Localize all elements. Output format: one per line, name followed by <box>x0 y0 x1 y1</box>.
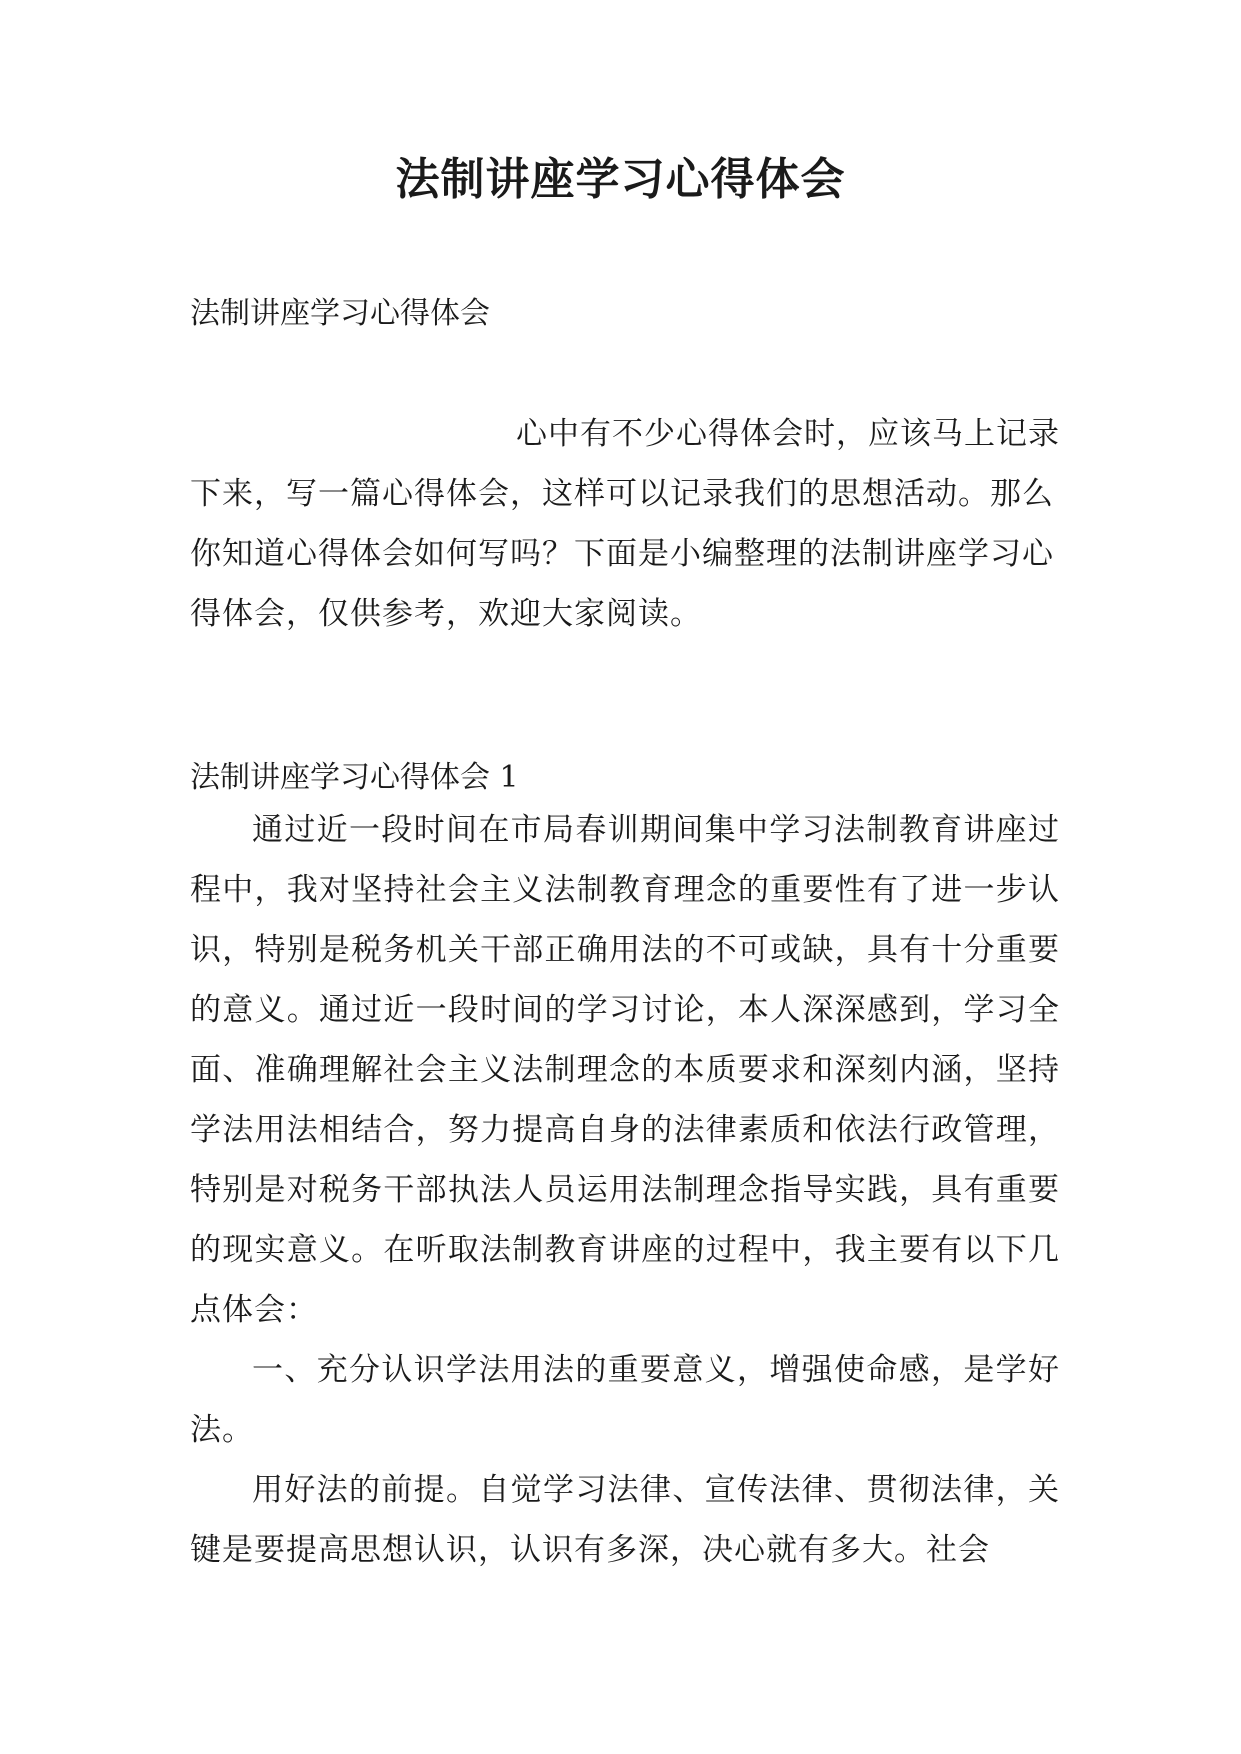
intro-text: 心中有不少心得体会时，应该马上记录下来，写一篇心得体会，这样可以记录我们的思想活动。那么你知道心得体会如何写吗？下面是小编整理的法制讲座学习心得体会，仅供参考，欢迎大家阅读。 <box>190 416 1060 632</box>
body-paragraph: 一、充分认识学法用法的重要意义，增强使命感，是学好法。 <box>190 1352 1060 1448</box>
document-title: 法制讲座学习心得体会 <box>395 154 846 205</box>
body-paragraph: 通过近一段时间在市局春训期间集中学习法制教育讲座过程中，我对坚持社会主义法制教育理念的重要性有了进一步认识，特别是税务机关干部正确用法的不可或缺，具有十分重要的意义。通过近一段时间的学习讨论，本人深深感到，学习全面、准确理解社会主义法制理念的本质要求和深刻内涵，坚持学法用法相结合，努力提高自身的法律素质和依法行政管理，特别是对税务干部执法人员运用法制理念指导实践，具有重要的现实意义。在听取法制教育讲座的过程中，我主要有以下几点体会： <box>190 812 1060 1328</box>
intro-paragraph <box>190 404 1060 644</box>
document-subtitle: 法制讲座学习心得体会 <box>190 296 490 331</box>
body-text <box>190 800 1060 1580</box>
section-heading: 法制讲座学习心得体会 1 <box>190 760 519 795</box>
body-paragraph: 用好法的前提。自觉学习法律、宣传法律、贯彻法律，关键是要提高思想认识，认识有多深，决心就有多大。社会 <box>190 1472 1060 1568</box>
